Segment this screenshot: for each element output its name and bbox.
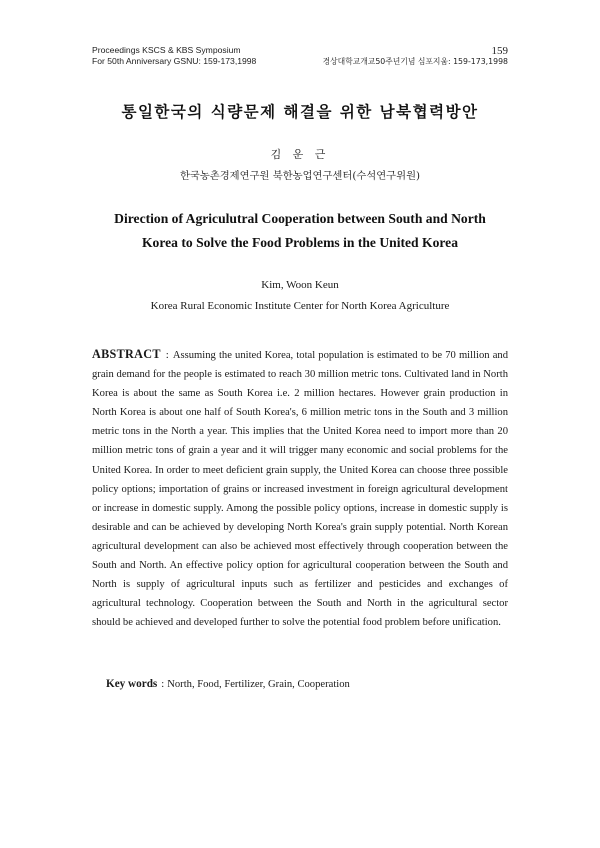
abstract-text: Assuming the united Korea, total population is estimated to be 70 million and grain demand for the people is estimated to reach 30 million metric tons. Cultivated land in North Korea is about the same as South Korea i.e. 2 million hectares. However grain production in North Korea is about one half of South Korea's, 6 million metric tons in the South and 3 million metric tons in the North a year. This implies that the United Korea need to import more than 20 million metric tons of grain a year and it will trigger many economic and social problems for the United Korea. In order to meet deficient grain supply, the United Korea can choose three possible policy options; importation of grains or increased investment in foreign agricultural development or increase in domestic supply. Among the possible policy options, increase in domestic supply is desirable and can be achieved by developing North Korea's grain supply potential. North Korean agricultural development can also be achieved most effectively through cooperation between the South and North. An effective policy option for agricultural cooperation between the South and North is supply of agricultural inputs such as fertilizer and pesticides and exchanges of agricultural technology. Cooperation between the South and North in the agricultural sector should be achieved and developed further to solve the potential food problem before unification. (92, 350, 508, 629)
page-header-right (323, 46, 508, 68)
english-author: Kim, Woon Keun (261, 279, 339, 291)
keywords-text: North, Food, Fertilizer, Grain, Cooperation (167, 679, 350, 690)
page-number: 159 (491, 45, 508, 57)
abstract-label: ABSTRACT (92, 347, 161, 361)
proceedings-header (92, 45, 256, 66)
keywords-line (106, 678, 350, 690)
keywords-separator: : (161, 679, 165, 690)
korean-citation: 경상대학교개교50주년기념 심포지움: 159-173,1998 (322, 57, 508, 66)
english-title (0, 207, 600, 255)
english-affiliation: Korea Rural Economic Institute Center for North Korea Agriculture (150, 300, 450, 312)
proceedings-citation: For 50th Anniversary GSNU: 159-173,1998 (92, 55, 257, 66)
english-title-line2: Korea to Solve the Food Problems in the United Korea (141, 235, 459, 250)
keywords-label: Key words (106, 678, 158, 690)
abstract-separator: : (165, 349, 169, 361)
korean-author: 김 운 근 (270, 148, 330, 161)
korean-affiliation: 한국농촌경제연구원 북한농업연구센터(수석연구위원) (179, 170, 421, 182)
english-title-line1: Direction of Agriculutral Cooperation between South and North (114, 211, 486, 226)
proceedings-title: Proceedings KSCS & KBS Symposium (92, 45, 241, 55)
abstract-block (92, 345, 508, 632)
korean-title: 통일한국의 식량문제 해결을 위한 남북협력방안 (121, 102, 479, 121)
